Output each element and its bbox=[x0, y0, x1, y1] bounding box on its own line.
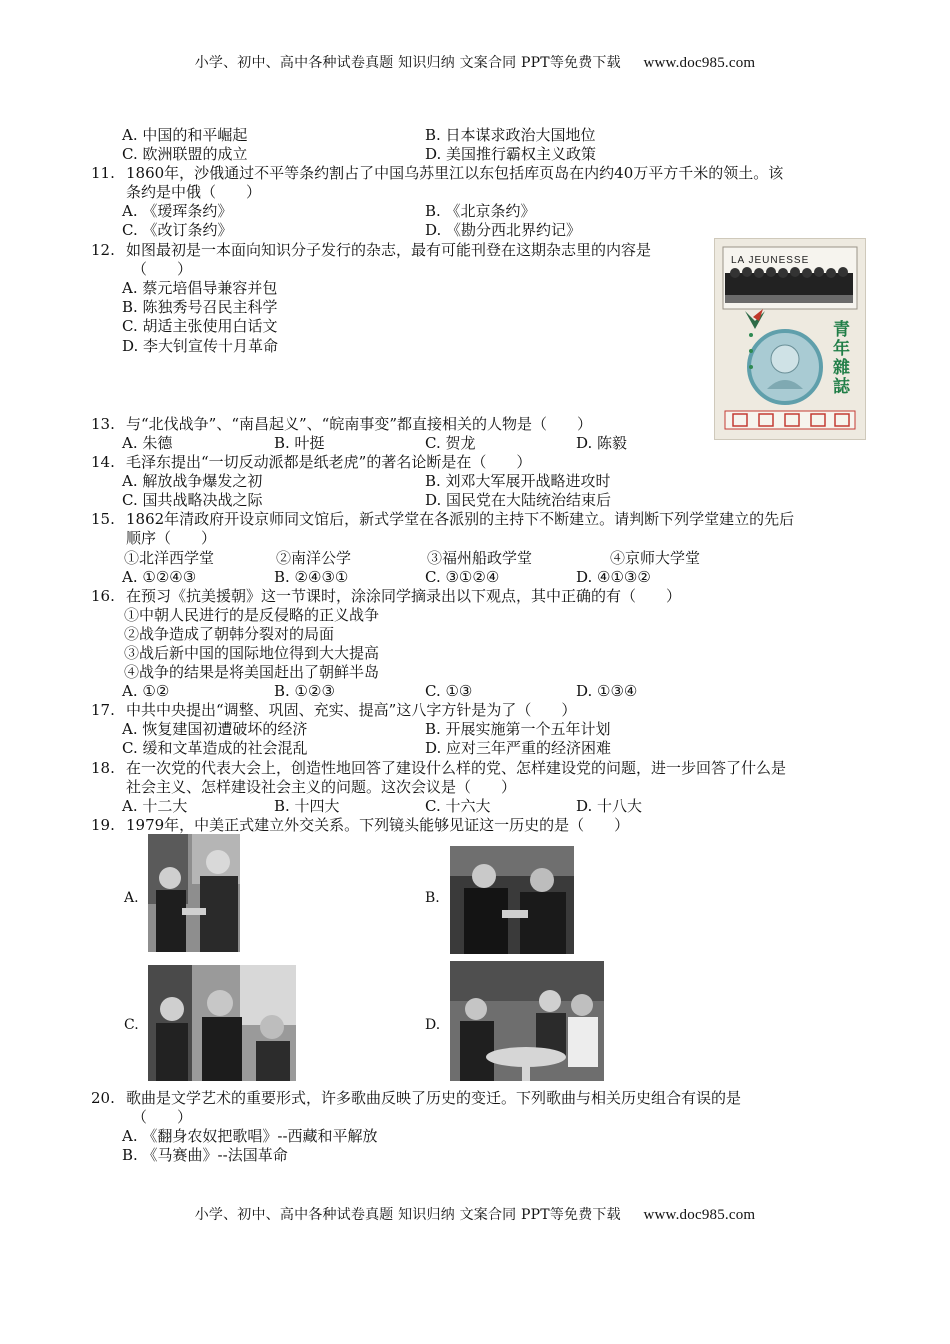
q18-stem-line1: 在一次党的代表大会上，创造性地回答了建设什么样的党、怎样建设党的问题，进一步回答了什么是 bbox=[126, 759, 787, 777]
q11-option-b: B. 《北京条约》 bbox=[425, 202, 536, 220]
q18-option-c: C. 十六大 bbox=[425, 797, 491, 815]
q11-option-a: A. 《瑷珲条约》 bbox=[122, 202, 233, 220]
q13-number: 13. bbox=[91, 415, 115, 433]
q18-option-d: D. 十八大 bbox=[576, 797, 643, 815]
q19-option-a-label: A. bbox=[124, 890, 139, 906]
header-site[interactable]: www.doc985.com bbox=[643, 55, 756, 71]
q12-number: 12. bbox=[91, 241, 115, 259]
q19-photo-a bbox=[148, 834, 240, 952]
header-text: 小学、初中、高中各种试卷真题 知识归纳 文案合同 PPT等免费下载 bbox=[194, 55, 621, 71]
q17-option-a: A. 恢复建国初遭破坏的经济 bbox=[122, 720, 308, 738]
q19-option-d-label: D. bbox=[425, 1017, 441, 1033]
q10-option-d: D. 美国推行霸权主义政策 bbox=[425, 145, 597, 163]
q16-item-4: ④战争的结果是将美国赶出了朝鲜半岛 bbox=[124, 663, 380, 681]
q20-number: 20. bbox=[91, 1089, 115, 1107]
q16-item-3: ③战后新中国的国际地位得到大大提高 bbox=[124, 644, 380, 662]
q16-option-b: B. ①②③ bbox=[274, 682, 335, 700]
q12-stem-line1: 如图最初是一本面向知识分子发行的杂志，最有可能刊登在这期杂志里的内容是 bbox=[126, 241, 652, 259]
page-footer bbox=[0, 1204, 950, 1224]
q14-option-b: B. 刘邓大军展开战略进攻时 bbox=[425, 472, 611, 490]
q16-option-c: C. ①③ bbox=[425, 682, 473, 700]
q19-stem: 1979年，中美正式建立外交关系。下列镜头能够见证这一历史的是（ ） bbox=[126, 816, 630, 834]
q11-number: 11. bbox=[91, 164, 115, 182]
q19-option-b-label: B. bbox=[425, 890, 440, 906]
q14-stem: 毛泽东提出“一切反动派都是纸老虎”的著名论断是在（ ） bbox=[126, 453, 532, 471]
q18-number: 18. bbox=[91, 759, 115, 777]
q19-photo-b bbox=[450, 846, 574, 954]
q20-stem-line2: （ ） bbox=[132, 1108, 193, 1126]
q17-option-d: D. 应对三年严重的经济困难 bbox=[425, 739, 612, 757]
q12-option-a: A. 蔡元培倡导兼容并包 bbox=[122, 279, 278, 297]
q20-option-a: A. 《翻身农奴把歌唱》--西藏和平解放 bbox=[122, 1127, 378, 1145]
q19-number: 19. bbox=[91, 816, 115, 834]
q15-option-a: A. ①②④③ bbox=[122, 568, 197, 586]
q14-option-c: C. 国共战略决战之际 bbox=[122, 491, 263, 509]
q20-stem-line1: 歌曲是文学艺术的重要形式，许多歌曲反映了历史的变迁。下列歌曲与相关历史组合有误的是 bbox=[126, 1089, 742, 1107]
q13-stem: 与“北伐战争”、“南昌起义”、“皖南事变”都直接相关的人物是（ ） bbox=[126, 415, 593, 433]
page-header bbox=[0, 52, 950, 72]
q12-option-b: B. 陈独秀号召民主科学 bbox=[122, 298, 278, 316]
q18-option-b: B. 十四大 bbox=[274, 797, 340, 815]
q19-photo-d bbox=[450, 961, 604, 1081]
q11-stem-line2: 条约是中俄（ ） bbox=[126, 183, 262, 201]
q11-option-c: C. 《改订条约》 bbox=[122, 221, 233, 239]
q13-option-d: D. 陈毅 bbox=[576, 434, 628, 452]
q16-item-2: ②战争造成了朝韩分裂对的局面 bbox=[124, 625, 335, 643]
q16-stem: 在预习《抗美援朝》这一节课时，涂涂同学摘录出以下观点，其中正确的有（ ） bbox=[126, 587, 682, 605]
q14-option-d: D. 国民党在大陆统治结束后 bbox=[425, 491, 612, 509]
q12-option-d: D. 李大钊宣传十月革命 bbox=[122, 337, 279, 355]
q11-stem-line1: 1860年，沙俄通过不平等条约割占了中国乌苏里江以东包括库页岛在内约40万平方千米的领土。该 bbox=[126, 164, 784, 182]
magazine-title-text: LA JEUNESSE bbox=[731, 255, 810, 266]
q15-option-c: C. ③①②④ bbox=[425, 568, 500, 586]
q16-number: 16. bbox=[91, 587, 115, 605]
q18-stem-line2: 社会主义、怎样建设社会主义的问题。这次会议是（ ） bbox=[126, 778, 517, 796]
q14-number: 14. bbox=[91, 453, 115, 471]
q16-option-d: D. ①③④ bbox=[576, 682, 638, 700]
q15-option-b: B. ②④③① bbox=[274, 568, 349, 586]
q13-option-c: C. 贺龙 bbox=[425, 434, 476, 452]
magazine-cover-image bbox=[714, 238, 866, 440]
q14-option-a: A. 解放战争爆发之初 bbox=[122, 472, 263, 490]
q13-option-b: B. 叶挺 bbox=[274, 434, 325, 452]
q13-option-a: A. 朱德 bbox=[122, 434, 173, 452]
q15-item-1: ①北洋西学堂 bbox=[124, 549, 215, 567]
q12-stem-line2: （ ） bbox=[132, 260, 193, 278]
q15-item-3: ③福州船政学堂 bbox=[427, 549, 533, 567]
q15-option-d: D. ④①③② bbox=[576, 568, 651, 586]
q17-number: 17. bbox=[91, 701, 115, 719]
q10-option-c: C. 欧洲联盟的成立 bbox=[122, 145, 248, 163]
q19-photo-c bbox=[148, 965, 296, 1081]
q17-option-c: C. 缓和文革造成的社会混乱 bbox=[122, 739, 308, 757]
q15-item-2: ②南洋公学 bbox=[276, 549, 352, 567]
q16-option-a: A. ①② bbox=[122, 682, 170, 700]
q15-number: 15. bbox=[91, 510, 115, 528]
q18-option-a: A. 十二大 bbox=[122, 797, 188, 815]
q15-stem-line2: 顺序（ ） bbox=[126, 529, 217, 547]
magazine-chinese-title: 青年雜誌 bbox=[833, 320, 850, 397]
q10-option-a: A. 中国的和平崛起 bbox=[122, 126, 248, 144]
q15-item-4: ④京师大学堂 bbox=[610, 549, 701, 567]
q10-option-b: B. 日本谋求政治大国地位 bbox=[425, 126, 596, 144]
q17-stem: 中共中央提出“调整、巩固、充实、提高”这八字方针是为了（ ） bbox=[126, 701, 577, 719]
q11-option-d: D. 《勘分西北界约记》 bbox=[425, 221, 582, 239]
footer-site[interactable]: www.doc985.com bbox=[643, 1207, 756, 1223]
q15-stem-line1: 1862年清政府开设京师同文馆后，新式学堂在各派别的主持下不断建立。请判断下列学堂建立的先后 bbox=[126, 510, 795, 528]
q20-option-b: B. 《马赛曲》--法国革命 bbox=[122, 1146, 288, 1164]
q17-option-b: B. 开展实施第一个五年计划 bbox=[425, 720, 611, 738]
footer-text: 小学、初中、高中各种试卷真题 知识归纳 文案合同 PPT等免费下载 bbox=[194, 1207, 621, 1223]
q16-item-1: ①中朝人民进行的是反侵略的正义战争 bbox=[124, 606, 380, 624]
q12-option-c: C. 胡适主张使用白话文 bbox=[122, 317, 278, 335]
q19-option-c-label: C. bbox=[124, 1017, 139, 1033]
